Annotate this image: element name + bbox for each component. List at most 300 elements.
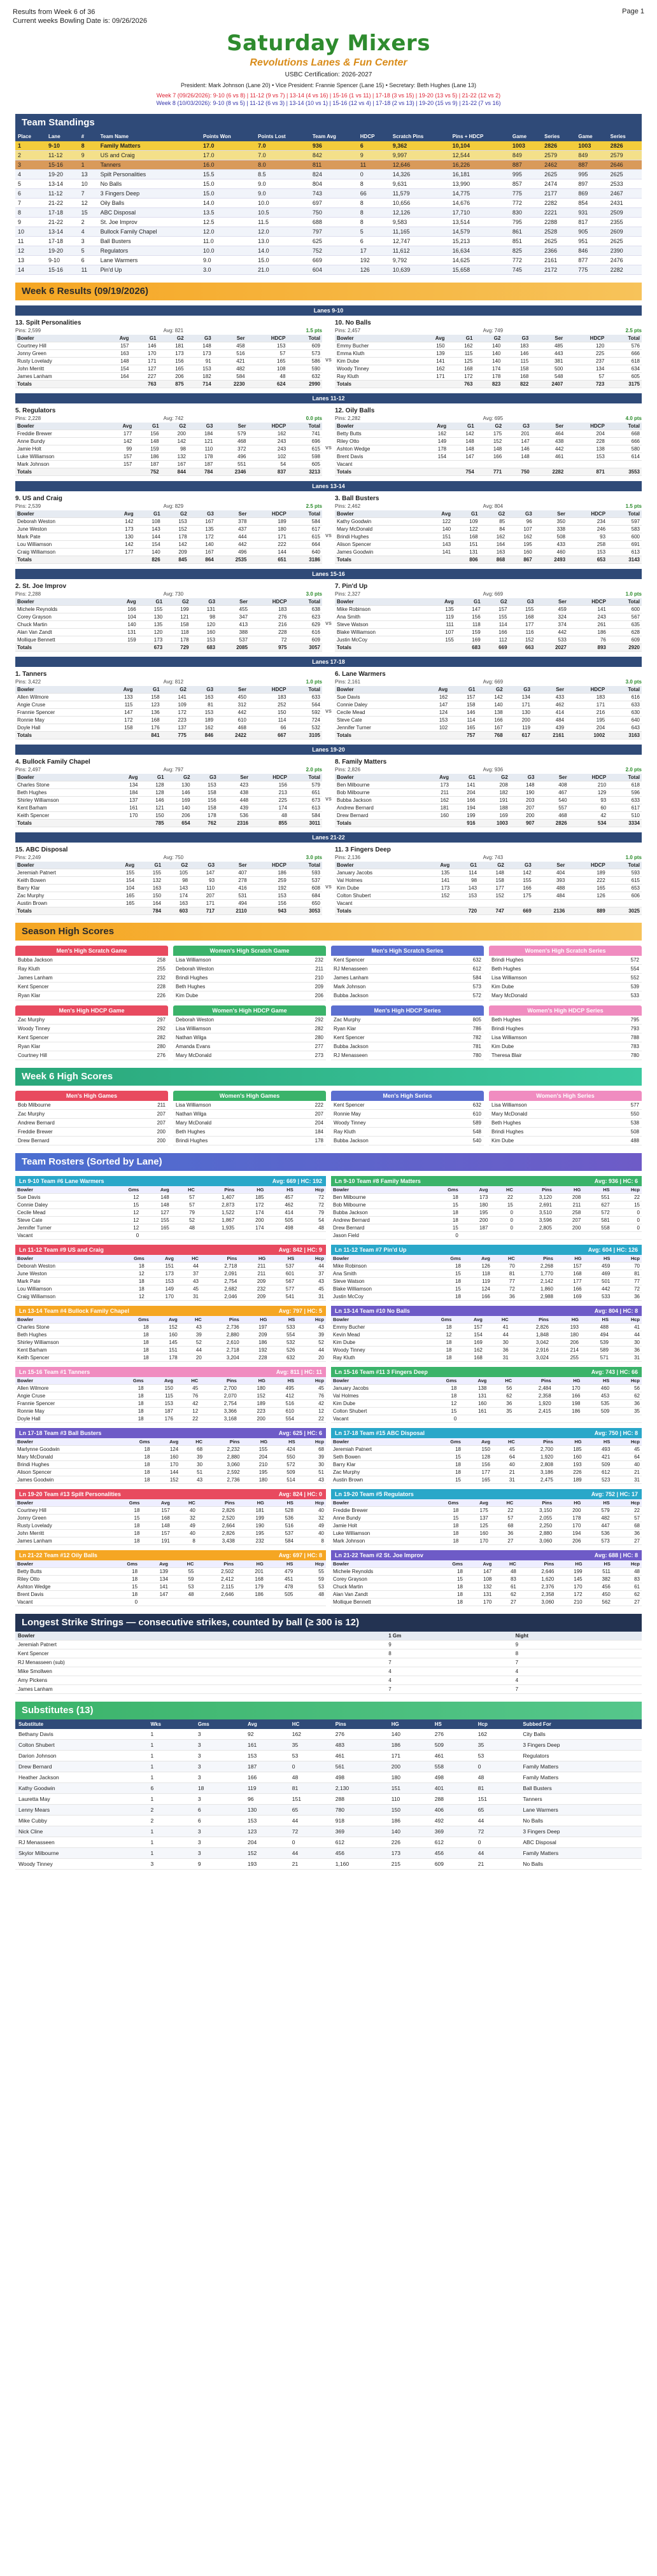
standings-cell: 13,514	[450, 218, 510, 227]
roster-cell: 536	[266, 1515, 295, 1522]
sub-cell: 6	[195, 1816, 244, 1826]
card-cell: Nathan Wilga	[173, 1033, 290, 1042]
score-cell: 181	[159, 342, 186, 350]
score-cell: 135	[422, 869, 451, 877]
score-cell: Steve Watson	[335, 621, 427, 629]
standings-cell: 2625	[542, 170, 576, 179]
sub-cell: 44	[289, 1816, 332, 1826]
sub-cell: 3	[195, 1772, 244, 1783]
score-cell: 149	[418, 438, 448, 445]
score-cell: 172	[162, 709, 188, 717]
results-week: Results from Week 6 of 36	[13, 8, 95, 16]
team-points: 2.5 pts	[306, 503, 322, 509]
score-cell: 147	[106, 709, 134, 717]
roster-cell: 558	[583, 1224, 611, 1232]
standings-row	[15, 199, 642, 208]
roster-cell: 509	[269, 1469, 297, 1476]
roster-row	[15, 1232, 326, 1240]
roster-cell: 57	[171, 1194, 197, 1201]
score-cell: 178	[192, 812, 218, 820]
team-meta	[15, 591, 322, 598]
total-cell	[111, 820, 139, 827]
roster-cell: 160	[460, 1530, 490, 1537]
roster-cell: 2,646	[518, 1568, 556, 1576]
total-cell: Totals	[335, 556, 423, 564]
score-cell: Ray Kluth	[335, 373, 416, 381]
card-cell: 612	[445, 965, 484, 974]
score-cell: 116	[509, 629, 536, 636]
score-cell: Val Holmes	[335, 877, 422, 885]
standings-cell: Tanners	[98, 160, 201, 170]
roster-col-header: Avg	[141, 1499, 171, 1507]
total-cell: 720	[451, 907, 479, 915]
score-cell: 122	[423, 518, 453, 526]
roster-cell: 18	[107, 1537, 141, 1545]
roster-col-header: HS	[583, 1186, 611, 1194]
roster-cell: 160	[555, 1453, 584, 1461]
score-cell: 608	[288, 885, 322, 892]
standings-cell: 9,583	[390, 218, 450, 227]
score-cell: 628	[608, 629, 642, 636]
sub-cell: 456	[432, 1848, 475, 1859]
score-cell: 48	[247, 373, 288, 381]
roster-cell: Connie Daley	[15, 1201, 106, 1209]
roster-team	[15, 1550, 326, 1606]
team-result	[335, 318, 642, 388]
roster-cell: 200	[236, 1217, 265, 1224]
sub-cell: 1,160	[332, 1859, 388, 1870]
card-cell: 786	[445, 1025, 484, 1033]
roster-cell: 18	[107, 1522, 141, 1530]
card-cell: 552	[604, 974, 642, 983]
bowler-scores	[15, 774, 322, 827]
roster-col-row	[15, 1560, 326, 1568]
roster-cell: 132	[465, 1583, 493, 1591]
roster-cell: 2,070	[200, 1392, 239, 1400]
roster-cell: 166	[555, 1285, 584, 1293]
score-cell: 146	[140, 797, 166, 804]
score-cell: Vacant	[335, 461, 418, 468]
card-cell: Beth Hughes	[489, 1016, 604, 1025]
score-cell: 176	[134, 724, 161, 732]
team-points: 2.0 pts	[625, 767, 642, 773]
score-cell: 414	[532, 709, 566, 717]
score-cell: 141	[451, 781, 477, 789]
score-cell: 119	[505, 724, 532, 732]
roster-row	[15, 1591, 326, 1599]
standings-heading: Team Standings	[15, 114, 642, 132]
score-col-header: G3	[192, 774, 218, 781]
score-cell: 227	[131, 373, 158, 381]
roster-cell: Freddie Brewer	[331, 1507, 427, 1515]
sub-cell: 3	[195, 1794, 244, 1805]
roster-cell: 62	[493, 1591, 518, 1599]
roster-cell: James Lanham	[15, 1537, 107, 1545]
score-col-header: Avg	[106, 686, 134, 694]
total-cell: 3553	[607, 468, 642, 476]
score-cell: 460	[534, 549, 567, 556]
score-cell: 131	[453, 549, 480, 556]
sub-cell: 140	[388, 1729, 432, 1740]
roster-cell: 51	[297, 1469, 326, 1476]
strike-cell: 7	[513, 1658, 642, 1667]
standings-cell: 12.0	[201, 227, 255, 237]
standings-cell: 14,676	[450, 199, 510, 208]
roster-cell: 12	[175, 1408, 200, 1415]
roster-stat: Avg: 804 | HC: 8	[594, 1308, 638, 1314]
score-col-header: Bowler	[15, 335, 101, 342]
card-row	[331, 1119, 484, 1128]
roster-row	[331, 1285, 642, 1293]
roster-cell: 2,736	[204, 1324, 241, 1331]
roster-cell: 31	[611, 1354, 642, 1362]
roster-cell: 197	[241, 1324, 269, 1331]
score-cell: 579	[215, 430, 248, 438]
total-cell: 785	[140, 820, 166, 827]
roster-row	[331, 1415, 642, 1423]
roster-col-header: Bowler	[15, 1438, 119, 1446]
roster-cell: 577	[267, 1285, 296, 1293]
score-cell: 618	[606, 358, 642, 365]
score-cell: 186	[249, 869, 288, 877]
score-cell: 178	[474, 373, 502, 381]
standings-cell: 14,775	[450, 189, 510, 199]
score-cell: 533	[535, 636, 568, 644]
score-cell: 413	[217, 621, 250, 629]
sub-cell: 456	[332, 1848, 388, 1859]
card-cell: Theresa Blair	[489, 1051, 604, 1060]
score-cell: 450	[215, 694, 248, 701]
roster-row	[331, 1568, 642, 1576]
roster-team	[15, 1306, 326, 1362]
roster-stat: Avg: 752 | HC: 17	[591, 1491, 638, 1497]
roster-cell	[265, 1599, 295, 1606]
score-cell: 605	[606, 373, 642, 381]
roster-title: Ln 9-10 Team #8 Family Matters	[335, 1178, 421, 1184]
standings-cell: 697	[310, 199, 358, 208]
score-col-header: G1	[448, 423, 476, 430]
roster-cell: Alison Spencer	[15, 1469, 119, 1476]
roster-cell: 589	[581, 1347, 611, 1354]
roster-team	[15, 1245, 326, 1301]
standings-cell: 905	[576, 227, 607, 237]
score-cell: 261	[569, 621, 608, 629]
roster-cell: 2,682	[201, 1285, 239, 1293]
card-cell: Brindi Hughes	[173, 974, 290, 983]
score-cell: Shirley Williamson	[15, 797, 111, 804]
bowler-row	[335, 373, 642, 381]
bowler-scores	[335, 598, 642, 652]
roster-col-header: Pins	[514, 1377, 553, 1385]
card-cell: 632	[445, 1101, 484, 1110]
team-result	[335, 406, 642, 476]
card-cell: Bubba Jackson	[15, 956, 129, 965]
card-row	[331, 974, 484, 983]
card-cell: Bubba Jackson	[331, 1042, 445, 1051]
score-cell: 207	[190, 892, 216, 900]
roster-cell: 170	[465, 1599, 493, 1606]
high-score-card	[173, 1005, 326, 1060]
team-meta	[335, 591, 642, 598]
roster-cell: 186	[553, 1408, 583, 1415]
standings-row	[15, 151, 642, 160]
score-cell: 60	[569, 804, 609, 812]
bowler-row	[15, 445, 322, 453]
score-cell: Justin McCoy	[335, 636, 427, 644]
roster-cell	[295, 1599, 326, 1606]
roster-stat: Avg: 604 | HC: 126	[588, 1247, 638, 1253]
total-cell	[422, 907, 451, 915]
roster-col-row	[15, 1255, 326, 1263]
team-avg: Avg: 669	[483, 679, 504, 685]
card-cell: Freddie Brewer	[15, 1128, 131, 1137]
bowler-row	[15, 636, 322, 644]
score-cell: 146	[131, 342, 158, 350]
bowler-row	[335, 430, 642, 438]
roster-col-header: Avg	[463, 1255, 492, 1263]
score-cell: 653	[607, 885, 642, 892]
standings-col-header: Team Name	[98, 132, 201, 141]
score-col-header: Bowler	[15, 510, 106, 518]
roster-col-header: Gms	[119, 1438, 152, 1446]
score-col-header: G1	[134, 423, 160, 430]
roster-cell	[171, 1232, 197, 1240]
standings-cell: 951	[576, 237, 607, 246]
total-cell: 717	[190, 907, 216, 915]
roster-cell: 18	[432, 1568, 465, 1576]
standings-col-header: Points Won	[201, 132, 255, 141]
card-cell: 258	[129, 956, 168, 965]
score-cell: 691	[607, 541, 642, 549]
standings-col-header: HDCP	[358, 132, 390, 141]
total-cell: 2161	[532, 732, 566, 739]
standings-cell: 2390	[608, 246, 642, 256]
score-cell: 153	[420, 717, 450, 724]
roster-header	[331, 1428, 642, 1438]
score-cell: 162	[507, 533, 534, 541]
roster-col-header: HS	[269, 1316, 297, 1324]
roster-cell: 56	[488, 1385, 514, 1392]
score-cell: 114	[449, 717, 477, 724]
roster-cell: Keith Spencer	[15, 1354, 118, 1362]
lane-bar: Lanes 17-18	[15, 657, 642, 667]
score-col-header: G2	[479, 862, 506, 869]
standings-cell: 8	[358, 208, 390, 218]
card-cell: 184	[288, 1128, 326, 1137]
roster-header	[15, 1306, 326, 1316]
roster-cell: 572	[269, 1461, 297, 1469]
roster-cell: 21	[612, 1469, 642, 1476]
card-row	[15, 1110, 168, 1119]
score-cell: 609	[287, 342, 322, 350]
score-cell: 172	[106, 717, 134, 724]
card-cell: 297	[127, 1016, 168, 1025]
roster-cell: 1,522	[197, 1209, 236, 1217]
score-cell: 155	[136, 869, 163, 877]
card-cell: 211	[131, 1101, 168, 1110]
score-cell: 213	[250, 789, 289, 797]
roster-cell: Jamie Holt	[331, 1522, 427, 1530]
roster-cell: Luke Williamson	[331, 1530, 427, 1537]
standings-cell: 13-14	[46, 179, 79, 189]
total-cell: 2535	[216, 556, 249, 564]
roster-title: Ln 9-10 Team #6 Lane Warmers	[19, 1178, 104, 1184]
score-cell: Mark Pate	[15, 533, 106, 541]
roster-col-row	[331, 1377, 642, 1385]
score-header	[335, 423, 642, 430]
card-table	[489, 1101, 642, 1145]
score-cell: 121	[188, 438, 215, 445]
score-cell: 155	[509, 606, 536, 613]
score-cell: 439	[218, 804, 250, 812]
roster-team	[331, 1550, 642, 1606]
score-cell: 606	[607, 892, 642, 900]
roster-cell: 45	[492, 1446, 517, 1453]
score-cell: 118	[456, 621, 483, 629]
standings-cell: 7.0	[255, 151, 310, 160]
standings-cell: 688	[310, 218, 358, 227]
sub-cell: 187	[244, 1761, 289, 1772]
bowler-row	[335, 533, 642, 541]
roster-cell: 18	[430, 1469, 463, 1476]
score-col-header: Ser	[532, 686, 566, 694]
sub-cell: 401	[432, 1783, 475, 1794]
roster-col-header: Bowler	[331, 1255, 430, 1263]
roster-cell: 57	[612, 1515, 642, 1522]
team-name: 10. No Balls	[335, 319, 371, 326]
team-name: 4. Bullock Family Chapel	[15, 759, 90, 766]
roster-col-header: HC	[492, 1255, 517, 1263]
total-cell	[101, 381, 131, 388]
score-cell: 131	[191, 606, 217, 613]
match-pair	[15, 669, 642, 739]
score-cell: 98	[451, 877, 479, 885]
standings-cell: 1	[15, 141, 46, 151]
card-cell: Zac Murphy	[331, 1016, 445, 1025]
roster-cell: 153	[146, 1400, 175, 1408]
score-cell: 146	[166, 789, 192, 797]
roster-cell: 48	[171, 1224, 197, 1232]
roster-cell: 170	[554, 1522, 583, 1530]
team-avg: Avg: 742	[163, 416, 184, 421]
score-cell: 140	[189, 541, 216, 549]
score-cell: 171	[190, 900, 216, 907]
standings-cell: 2509	[608, 208, 642, 218]
standings-cell: 817	[576, 218, 607, 227]
roster-cell: 172	[556, 1591, 584, 1599]
card-row	[331, 1101, 484, 1110]
score-cell: 496	[216, 549, 249, 556]
standings-cell: 16,634	[450, 246, 510, 256]
high-score-card	[331, 1091, 484, 1145]
roster-cell: 0	[104, 1599, 139, 1606]
roster-cell: 0	[106, 1232, 141, 1240]
card-row	[331, 1051, 484, 1060]
card-cell: RJ Menasseen	[331, 1051, 445, 1060]
score-cell: 696	[288, 438, 322, 445]
bowler-row	[335, 701, 642, 709]
bowler-row	[15, 892, 322, 900]
score-col-header: Total	[288, 862, 322, 869]
roster-stat: Avg: 842 | HC: 9	[278, 1247, 322, 1253]
roster-cell: 198	[553, 1400, 583, 1408]
roster-cell: 18	[118, 1347, 150, 1354]
card-row	[173, 1137, 326, 1145]
score-col-header: HDCP	[566, 686, 607, 694]
score-cell: 393	[533, 877, 567, 885]
roster-cell: 31	[612, 1476, 642, 1484]
roster-cell: 37	[296, 1270, 326, 1278]
roster-cell: Kent Barham	[15, 1347, 118, 1354]
score-cell: 350	[534, 518, 567, 526]
roster-cell: Steve Cate	[15, 1217, 106, 1224]
standings-cell: 15.0	[201, 179, 255, 189]
score-cell: 163	[136, 885, 163, 892]
score-col-header: HDCP	[565, 423, 607, 430]
card-row	[15, 965, 168, 974]
card-row	[331, 965, 484, 974]
roster-row	[15, 1453, 326, 1461]
team-result	[335, 494, 642, 564]
roster-cell: 0	[427, 1232, 460, 1240]
roster-cell: 1,620	[518, 1576, 556, 1583]
card-cell: Brindi Hughes	[489, 956, 604, 965]
roster-cell: 139	[139, 1568, 170, 1576]
roster-cell: 462	[265, 1201, 295, 1209]
card-cell: Kent Spencer	[15, 983, 129, 991]
sub-cell: 558	[432, 1761, 475, 1772]
card-cell: Mary McDonald	[489, 991, 604, 1000]
score-cell: 142	[161, 438, 188, 445]
sub-cell: 162	[289, 1729, 332, 1740]
roster-cell: 57	[171, 1201, 197, 1209]
score-cell: 154	[418, 453, 448, 461]
card-cell: Zac Murphy	[15, 1110, 131, 1119]
card-row	[489, 1025, 642, 1033]
card-row	[489, 956, 642, 965]
score-cell: 170	[131, 350, 158, 358]
roster-cell: 37	[176, 1270, 201, 1278]
roster-cell: 48	[295, 1224, 326, 1232]
sub-cell: 461	[332, 1751, 388, 1761]
roster-header	[331, 1245, 642, 1255]
standings-cell: 14.0	[255, 246, 310, 256]
score-cell: 166	[110, 606, 138, 613]
roster-cell: 174	[236, 1209, 265, 1217]
roster-cell: 177	[463, 1469, 492, 1476]
standings-cell: 17	[358, 246, 390, 256]
score-cell: 664	[288, 541, 322, 549]
roster-col-header: Avg	[146, 1255, 176, 1263]
roster-col-header: Hcp	[612, 1186, 642, 1194]
score-cell: 237	[565, 358, 606, 365]
roster-cell	[170, 1599, 196, 1606]
score-cell: Charles Stone	[15, 781, 111, 789]
roster-cell: 3,596	[515, 1217, 554, 1224]
standings-cell: 19-20	[46, 170, 79, 179]
roster-cell: 1,770	[517, 1270, 555, 1278]
standings-cell: 13.5	[201, 208, 255, 218]
sub-cell: 276	[432, 1729, 475, 1740]
team-pins: Pins: 2,462	[335, 503, 361, 509]
bowler-row	[15, 518, 322, 526]
score-cell: 338	[534, 526, 567, 533]
card-cell: 178	[288, 1137, 326, 1145]
team-result	[335, 582, 642, 652]
roster-cell: 72	[612, 1285, 642, 1293]
standings-cell: Ball Busters	[98, 237, 201, 246]
roster-cell: 459	[584, 1263, 612, 1270]
